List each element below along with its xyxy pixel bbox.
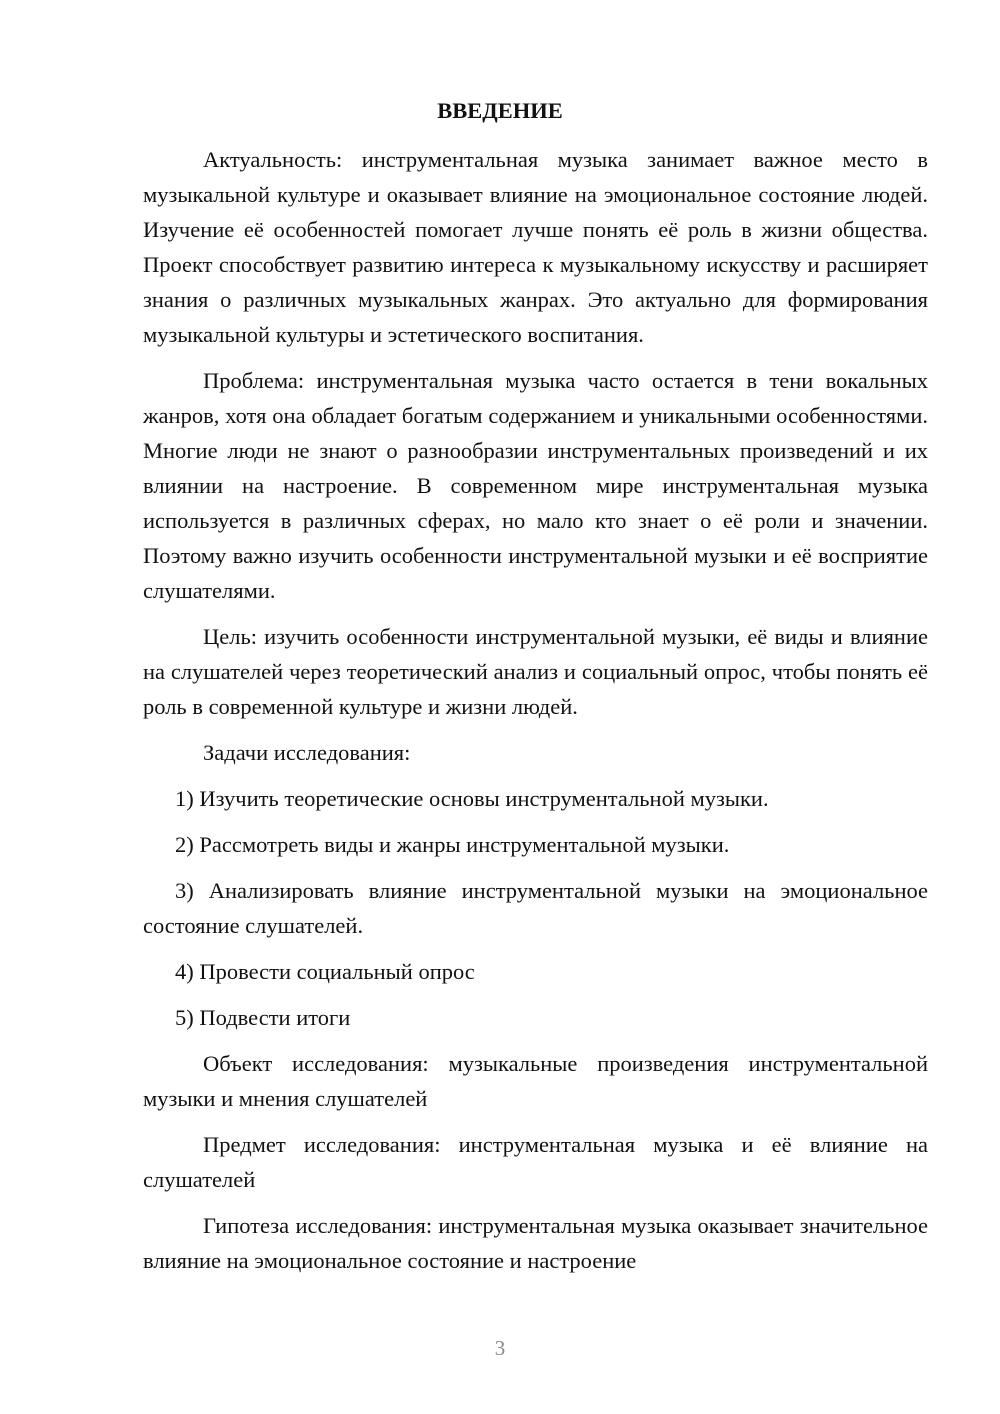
subject-paragraph: Предмет исследования: инструментальная музыка и её влияние на слушателей — [143, 1132, 928, 1192]
tasks-heading: Задачи исследования: — [203, 740, 411, 765]
page-number: 3 — [494, 1336, 506, 1360]
section-title: ВВЕДЕНИЕ — [437, 98, 563, 123]
goal-paragraph: Цель: изучить особенности инструментальной музыки, её виды и влияние на слушателей через теоретический анализ и социальный опрос, чтобы понять её роль в современной культуре и жизни людей. — [143, 624, 928, 719]
relevance-paragraph: Актуальность: инструментальная музыка занимает важное место в музыкальной культуре и оказывает влияние на эмоциональное состояние людей. Изучение её особенностей помогает лучше понять её роль в жизни общества. Проект способствует развитию интереса к музыкальному искусству и расширяет знания о различных музыкальных жанрах. Это актуально для формирования музыкальной культуры и эстетического воспитания. — [143, 147, 928, 347]
object-paragraph: Объект исследования: музыкальные произведения инструментальной музыки и мнения слушателей — [143, 1051, 928, 1111]
task-item: 1) Изучить теоретические основы инструментальной музыки. — [175, 786, 769, 811]
task-item: 3) Анализировать влияние инструментальной музыки на эмоциональное состояние слушателей. — [143, 878, 928, 938]
document-body — [143, 142, 928, 1289]
task-item: 4) Провести социальный опрос — [175, 959, 475, 984]
hypothesis-paragraph: Гипотеза исследования: инструментальная музыка оказывает значительное влияние на эмоциональное состояние и настроение — [143, 1213, 928, 1273]
task-item: 5) Подвести итоги — [175, 1005, 351, 1030]
task-item: 2) Рассмотреть виды и жанры инструментальной музыки. — [175, 832, 730, 857]
problem-paragraph: Проблема: инструментальная музыка часто остается в тени вокальных жанров, хотя она обладает богатым содержанием и уникальными особенностями. Многие люди не знают о разнообразии инструментальных произведений и их влиянии на настроение. В современном мире инструментальная музыка используется в различных сферах, но мало кто знает о её роли и значении. Поэтому важно изучить особенности инструментальной музыки и её восприятие слушателями. — [143, 368, 928, 603]
